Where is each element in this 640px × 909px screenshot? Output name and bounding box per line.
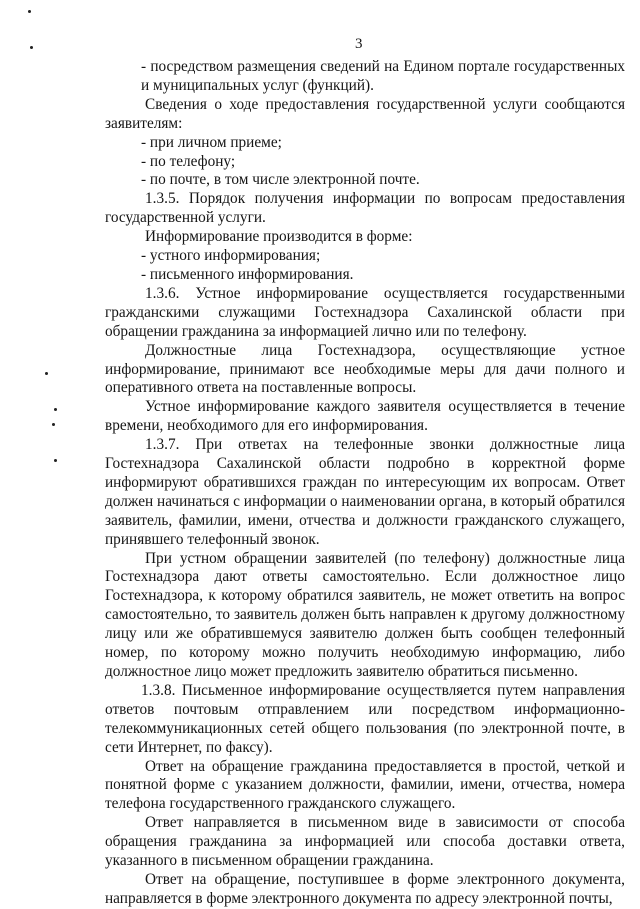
page-number: 3 <box>355 36 363 52</box>
paragraph: Ответ на обращение гражданина предоставляется в простой, четкой и понятной форме с указанием должности, фамилии, имени, отчества, номера телефона государственного гражданского служащего. <box>105 757 625 813</box>
list-item: - устного информирования; <box>141 247 321 265</box>
section-heading: 1.3.6. Устное информирование осуществляется государственными гражданскими служащими Гостехнадзора Сахалинской области при обращении гражданина за информацией лично или по телефону. <box>105 284 625 340</box>
list-item: - по почте, в том числе электронной почте. <box>141 171 420 189</box>
scan-speck <box>28 10 31 13</box>
scan-speck <box>45 372 48 375</box>
paragraph: При устном обращении заявителей (по телефону) должностные лица Гостехнадзора дают ответы самостоятельно. Если должностное лицо Гостехнадзора, к которому обратился заявитель, не может ответить на вопрос самостоятельно, то заявитель должен быть направлен к другому должностному лицу или же обратившемуся заявителю должен быть сообщен телефонный номер, по которому можно получить необходимую информацию, либо должностное лицо может предложить заявителю обратиться письменно. <box>105 549 625 680</box>
scan-speck <box>54 408 57 411</box>
paragraph: Ответ на обращение, поступившее в форме электронного документа, направляется в форме электронного документа по адресу электронной почты, <box>105 870 625 907</box>
section-heading: 1.3.5. Порядок получения информации по вопросам предоставления государственной услуги. <box>105 190 625 227</box>
scan-speck <box>54 459 57 462</box>
list-item: - по телефону; <box>141 152 236 170</box>
scan-speck <box>52 423 55 426</box>
paragraph: Устное информирование каждого заявителя осуществляется в течение времени, необходимого для его информирования. <box>105 398 625 435</box>
section-heading: 1.3.7. При ответах на телефонные звонки должностные лица Гостехнадзора Сахалинской области подробно в корректной форме информируют обратившихся граждан по интересующим их вопросам. Ответ должен начинаться с информации о наименовании органа, в который обратился заявитель, фамилии, имени, отчества и должности гражданского служащего, принявшего телефонный звонок. <box>105 436 626 548</box>
paragraph: Информирование производится в форме: <box>145 228 413 246</box>
paragraph: Ответ направляется в письменном виде в зависимости от способа обращения гражданина за информацией или способа доставки ответа, указанного в письменном обращении гражданина. <box>105 814 625 870</box>
list-item: - при личном приеме; <box>141 133 282 151</box>
list-item: - письменного информирования. <box>141 265 354 283</box>
paragraph: Должностные лица Гостехнадзора, осуществляющие устное информирование, принимают все необходимые меры для дачи полного и оперативного ответа на поставленные вопросы. <box>105 341 625 397</box>
paragraph: Сведения о ходе предоставления государственной услуги сообщаются заявителям: <box>105 95 625 132</box>
body-text <box>105 58 625 909</box>
scan-speck <box>30 46 33 49</box>
section-heading: 1.3.8. Письменное информирование осуществляется путем направления ответов почтовым отправлением или посредством информационно-телекоммуникационных сетей общего пользования (по электронной почте, в сети Интернет, по факсу). <box>105 681 625 756</box>
paragraph: - посредством размещения сведений на Едином портале государственных и муниципальных услуг (функций). <box>141 58 625 94</box>
